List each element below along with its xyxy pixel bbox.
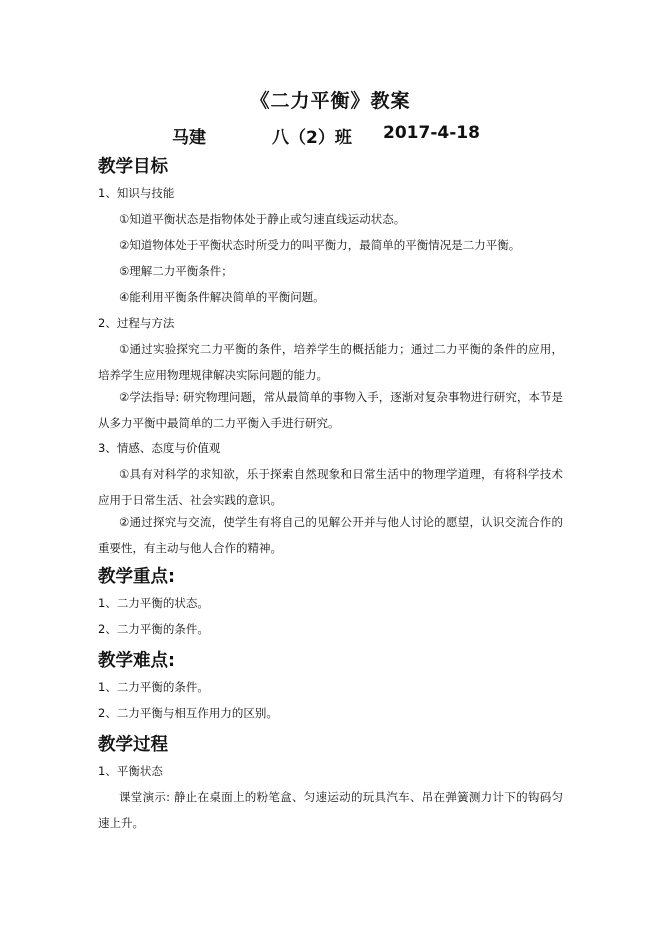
difficulty-item: 2、二力平衡与相互作用力的区别。 (98, 706, 278, 720)
goal-section-3-label: 3、情感、态度与价值观 (98, 441, 221, 455)
process-section-1-label: 1、平衡状态 (98, 764, 163, 778)
goal-3-paragraph: ②通过探究与交流，使学生有将自己的见解公开并与他人讨论的愿望，认识交流合作的重要性，有主动与他人合作的精神。 (98, 515, 563, 555)
process-1-paragraph: 课堂演示: 静止在桌面上的粉笔盒、匀速运动的玩具汽车、吊在弹簧测力计下的钩码匀速上升。 (98, 790, 563, 830)
heading-keypoints: 教学重点: (98, 567, 175, 587)
heading-difficulties: 教学难点: (98, 651, 175, 671)
lesson-date: 2017-4-18 (383, 123, 480, 143)
goal-1-item: ④能利用平衡条件解决简单的平衡问题。 (119, 290, 325, 304)
goal-3-paragraph: ①具有对科学的求知欲，乐于探索自然现象和日常生活中的物理学道理，有将科学技术应用于日常生活、社会实践的意识。 (98, 467, 563, 507)
heading-process: 教学过程 (98, 735, 168, 755)
goal-2-paragraph: ①通过实验探究二力平衡的条件，培养学生的概括能力；通过二力平衡的条件的应用，培养学生应用物理规律解决实际问题的能力。 (98, 342, 563, 382)
keypoint-item: 1、二力平衡的状态。 (98, 596, 209, 610)
goal-section-2-label: 2、过程与方法 (98, 316, 175, 330)
goal-1-item: ⑤理解二力平衡条件； (119, 264, 233, 278)
document-title: 《二力平衡》教案 (250, 90, 411, 112)
author-name: 马建 (172, 128, 206, 148)
document-body (98, 153, 563, 837)
goal-1-item: ①知道平衡状态是指物体处于静止或匀速直线运动状态。 (119, 212, 406, 226)
goal-2-paragraph: ②学法指导: 研究物理问题，常从最简单的事物入手，逐渐对复杂事物进行研究，本节是从多力平衡中最简单的二力平衡入手进行研究。 (98, 390, 563, 430)
difficulty-item: 1、二力平衡的条件。 (98, 680, 209, 694)
keypoint-item: 2、二力平衡的条件。 (98, 622, 209, 636)
class-name: 八（2）班 (272, 128, 352, 148)
goal-1-item: ②知道物体处于平衡状态时所受力的叫平衡力，最简单的平衡情况是二力平衡。 (119, 238, 521, 252)
heading-goals: 教学目标 (98, 157, 168, 177)
goal-section-1-label: 1、知识与技能 (98, 186, 175, 200)
